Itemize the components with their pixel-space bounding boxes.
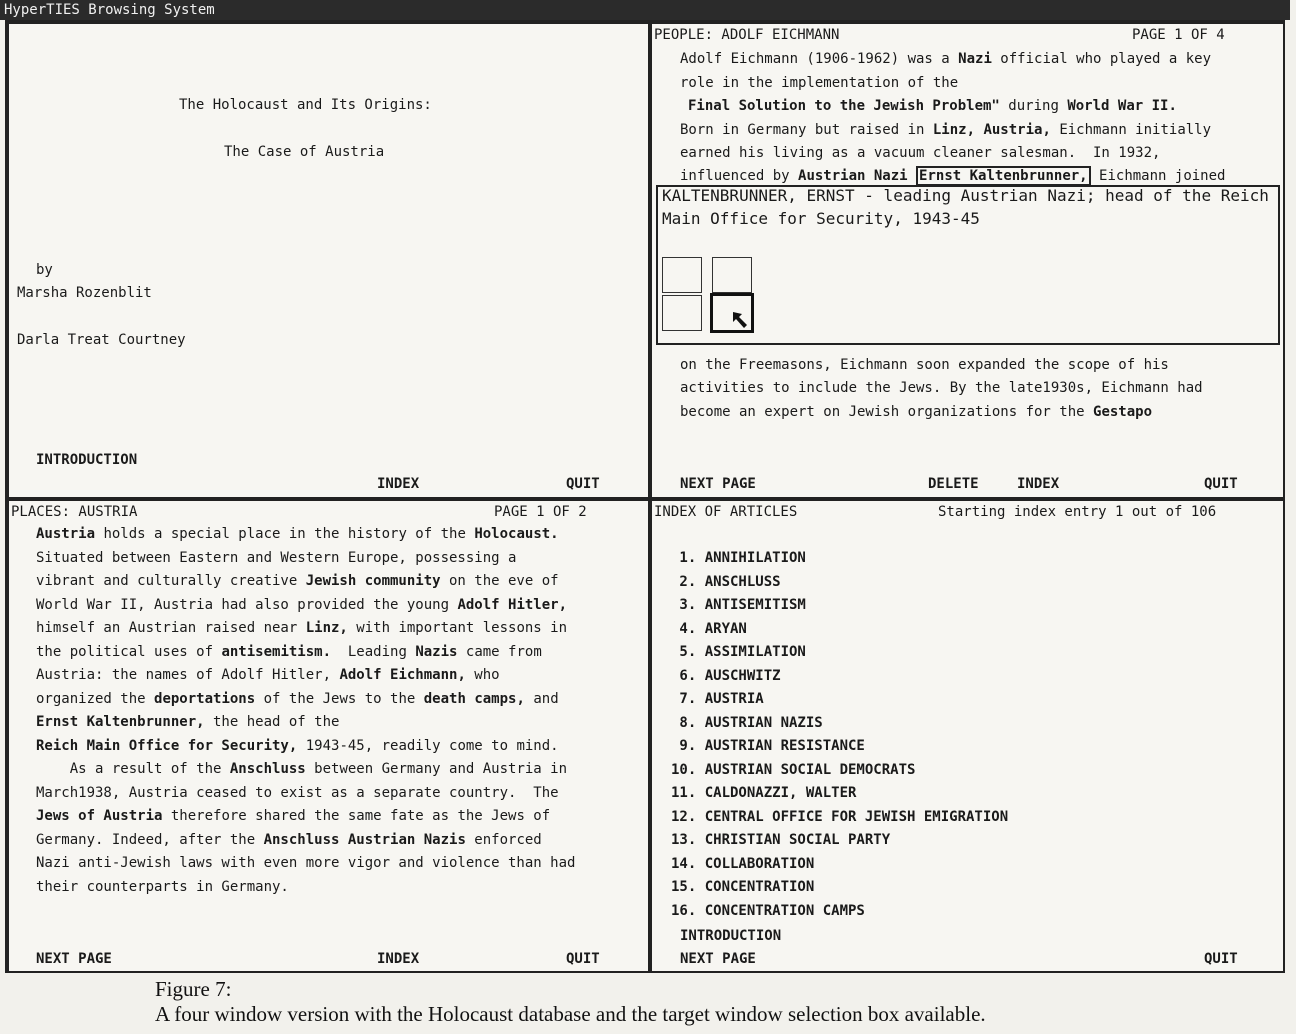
hyperlink[interactable]: Nazis: [415, 643, 458, 660]
world-war-ii-link[interactable]: World War II.: [1067, 98, 1177, 114]
hyperlink[interactable]: Adolf Eichmann,: [339, 667, 466, 683]
hyperlink[interactable]: Anschluss Austrian Nazis: [263, 831, 466, 848]
figure-caption-text: A four window version with the Holocaust database and the target window selection box available.: [155, 1002, 986, 1026]
target-window-bottom-left[interactable]: [662, 295, 702, 331]
index-command[interactable]: INDEX: [1017, 476, 1060, 492]
index-command[interactable]: INDEX: [377, 951, 420, 967]
article-line: on the Freemasons, Eichmann soon expanded the scope of his: [680, 357, 1169, 373]
index-entry[interactable]: 12. CENTRAL OFFICE FOR JEWISH EMIGRATION: [671, 808, 1009, 825]
title-pane: [7, 22, 650, 499]
page-indicator: PAGE 1 OF 2: [494, 504, 587, 520]
index-entry[interactable]: 9. AUSTRIAN RESISTANCE: [671, 738, 865, 754]
definition-text: KALTENBRUNNER, ERNST - leading Austrian Nazi; head of the Reich: [662, 186, 1269, 205]
article-line: Final Solution to the Jewish Problem" during World War II.: [688, 98, 1177, 114]
hyperlink[interactable]: Reich Main Office for Security,: [36, 737, 298, 754]
article-line: Jews of Austria therefore shared the same fate as the Jews of: [36, 808, 551, 824]
figure-caption-label: Figure 7:: [155, 977, 232, 1001]
mouse-pointer-icon: [731, 310, 753, 332]
article-line: vibrant and culturally creative Jewish community on the eve of: [36, 573, 559, 589]
article-line: organized the deportations of the Jews to the death camps, and: [36, 690, 559, 707]
window-title: HyperTIES Browsing System: [4, 2, 215, 18]
definition-text: Main Office for Security, 1943-45: [662, 209, 980, 228]
hyperlink[interactable]: Jews of Austria: [36, 808, 163, 824]
austrian-nazi-link[interactable]: Austrian Nazi: [798, 168, 908, 184]
index-entry[interactable]: 14. COLLABORATION: [671, 855, 815, 872]
quit-command[interactable]: QUIT: [566, 476, 600, 492]
hyperlink[interactable]: Holocaust.: [474, 526, 559, 542]
hyperlink[interactable]: Austria: [36, 526, 96, 542]
article-line: Adolf Eichmann (1906-1962) was a Nazi official who played a key: [680, 51, 1212, 67]
quit-command[interactable]: QUIT: [566, 951, 600, 967]
index-command[interactable]: INDEX: [377, 476, 420, 492]
hyperlink[interactable]: deportations: [154, 690, 256, 707]
article-line: become an expert on Jewish organizations for the Gestapo: [680, 404, 1153, 420]
author-name: Marsha Rozenblit: [17, 285, 152, 301]
article-line: Austria: the names of Adolf Hitler, Adolf Eichmann, who: [36, 667, 500, 683]
document-title: The Holocaust and Its Origins:: [179, 97, 432, 113]
article-line: role in the implementation of the: [680, 75, 959, 91]
document-subtitle: The Case of Austria: [224, 144, 385, 160]
index-entry[interactable]: 16. CONCENTRATION CAMPS: [671, 902, 865, 919]
article-line: activities to include the Jews. By the late1930s, Eichmann had: [680, 380, 1203, 396]
linz-austria-link[interactable]: Linz, Austria,: [932, 122, 1051, 138]
article-line: Reich Main Office for Security, 1943-45, readily come to mind.: [36, 737, 559, 754]
article-line: March1938, Austria ceased to exist as a separate country. The: [36, 784, 559, 801]
article-line: As a result of the Anschluss between Germany and Austria in: [36, 761, 568, 777]
pane-header: PLACES: AUSTRIA: [11, 504, 138, 520]
hyperlink[interactable]: death camps,: [423, 690, 525, 707]
hyperlink[interactable]: Adolf Hitler,: [457, 596, 568, 613]
article-line: Situated between Eastern and Western Europe, possessing a: [36, 549, 517, 566]
index-entry[interactable]: 2. ANSCHLUSS: [671, 573, 781, 590]
article-line: their counterparts in Germany.: [36, 878, 289, 895]
index-entry[interactable]: 5. ASSIMILATION: [671, 644, 806, 660]
article-line: World War II, Austria had also provided the young Adolf Hitler,: [36, 596, 568, 613]
article-line: Austria holds a special place in the history of the Holocaust.: [36, 526, 559, 542]
index-status: Starting index entry 1 out of 106: [938, 504, 1217, 520]
quit-command[interactable]: QUIT: [1204, 951, 1238, 967]
introduction-link[interactable]: INTRODUCTION: [36, 452, 138, 468]
index-pane: [650, 499, 1285, 973]
hyperlink[interactable]: antisemitism.: [221, 643, 332, 660]
article-line: earned his living as a vacuum cleaner salesman. In 1932,: [680, 145, 1161, 161]
article-line: Ernst Kaltenbrunner, the head of the: [36, 714, 340, 730]
target-window-top-right[interactable]: [712, 257, 752, 293]
target-window-bottom-right[interactable]: [710, 293, 754, 333]
by-label: by: [36, 262, 53, 278]
index-entry[interactable]: 13. CHRISTIAN SOCIAL PARTY: [671, 832, 891, 848]
target-window-selector: [662, 257, 756, 335]
quit-command[interactable]: QUIT: [1204, 476, 1238, 492]
browser-screen: [5, 20, 1285, 973]
article-line: influenced by Austrian Nazi Ernst Kaltenbrunner, Eichmann joined: [680, 168, 1226, 184]
index-entry[interactable]: 11. CALDONAZZI, WALTER: [671, 785, 857, 801]
window-title-bar: [0, 0, 1290, 20]
final-solution-link[interactable]: Final Solution to the Jewish Problem": [688, 98, 1000, 114]
index-entry[interactable]: 7. AUSTRIA: [671, 691, 764, 707]
index-entry[interactable]: 4. ARYAN: [671, 620, 747, 637]
article-line: the political uses of antisemitism. Leading Nazis came from: [36, 643, 542, 660]
index-entry[interactable]: 3. ANTISEMITISM: [671, 597, 806, 613]
gestapo-link[interactable]: Gestapo: [1093, 404, 1153, 420]
index-entry[interactable]: 1. ANNIHILATION: [671, 550, 806, 566]
article-line: Germany. Indeed, after the Anschluss Austrian Nazis enforced: [36, 831, 542, 848]
index-entry[interactable]: 6. AUSCHWITZ: [671, 667, 781, 684]
author-name: Darla Treat Courtney: [17, 332, 186, 348]
hyperlink[interactable]: Ernst Kaltenbrunner,: [36, 714, 205, 730]
hyperlink[interactable]: Anschluss: [229, 761, 306, 777]
kaltenbrunner-link-selected[interactable]: Ernst Kaltenbrunner,: [916, 166, 1091, 186]
index-entry[interactable]: 8. AUSTRIAN NAZIS: [671, 714, 823, 731]
introduction-command[interactable]: INTRODUCTION: [680, 928, 782, 944]
delete-command[interactable]: DELETE: [928, 476, 979, 492]
next-page-command[interactable]: NEXT PAGE: [680, 951, 756, 967]
hyperlink[interactable]: Jewish community: [305, 573, 441, 589]
index-entry[interactable]: 10. AUSTRIAN SOCIAL DEMOCRATS: [671, 761, 916, 778]
article-line: Born in Germany but raised in Linz, Austria, Eichmann initially: [680, 122, 1212, 138]
nazi-link[interactable]: Nazi: [958, 51, 992, 67]
pane-header: INDEX OF ARTICLES: [654, 504, 798, 520]
places-pane: [7, 499, 650, 973]
index-entry[interactable]: 15. CONCENTRATION: [671, 879, 815, 895]
hyperlink[interactable]: Linz,: [305, 620, 348, 636]
next-page-command[interactable]: NEXT PAGE: [680, 476, 756, 492]
definition-popup: [656, 185, 1280, 345]
article-line: himself an Austrian raised near Linz, with important lessons in: [36, 620, 568, 636]
pane-header: PEOPLE: ADOLF EICHMANN: [654, 27, 840, 43]
target-window-top-left[interactable]: [662, 257, 702, 293]
page-indicator: PAGE 1 OF 4: [1132, 27, 1225, 43]
article-line: Nazi anti-Jewish laws with even more vigor and violence than had: [36, 855, 576, 871]
next-page-command[interactable]: NEXT PAGE: [36, 951, 112, 967]
